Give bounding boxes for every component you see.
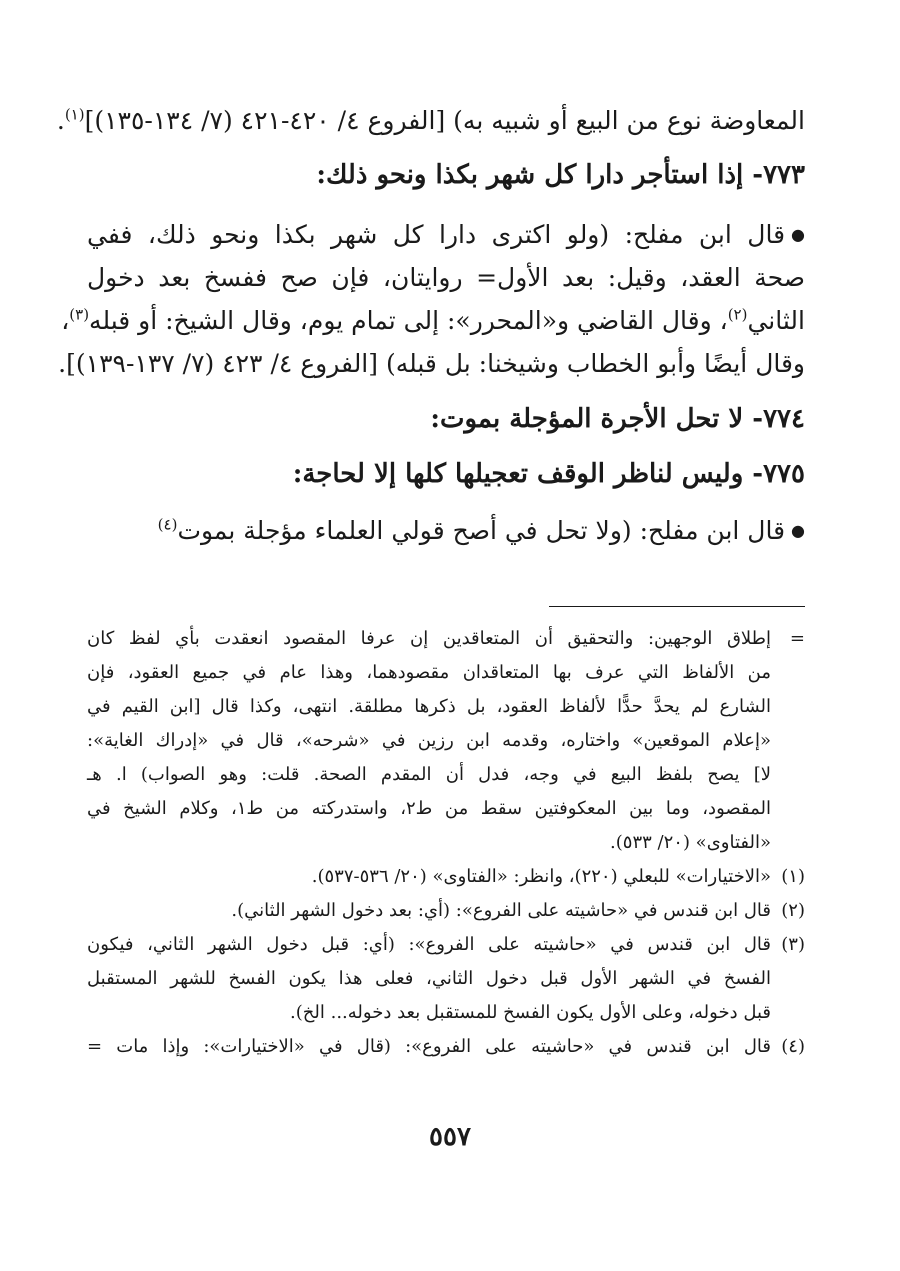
bullet-icon: ● [791,521,805,540]
footnote-continuation-line: =إطلاق الوجهين: والتحقيق أن المتعاقدين إن عرفا المقصود انعقدت بأي لفظ كان [87,622,805,656]
footnote-ref-4[interactable]: (٤) [157,515,178,534]
footnotes [87,622,805,1064]
footnote-1-number: (١) [781,866,805,887]
footnote-ref-3[interactable]: (٣) [69,305,90,324]
body-line-1: المعاوضة نوع من البيع أو شبيه به) [الفروع ٤/ ٤٢٠-٤٢١ (٧/ ١٣٤-١٣٥)]$^{(١)}$. [56,105,805,135]
footnote-2-number: (٢) [781,900,805,921]
footnote-3-line: الفسخ في الشهر الأول قبل دخول الثاني، فعلى هذا يكون الفسخ للشهر المستقبل [87,968,771,989]
bullet-icon: ● [791,225,805,244]
footnote-ref-1[interactable]: (١) [64,105,85,124]
footnote-3: (٣)قال ابن قندس في «حاشيته على الفروع»: (أي: قبل دخول الشهر الثاني، فيكون [87,928,805,962]
footnote-2: (٢)قال ابن قندس في «حاشيته على الفروع»: (أي: بعد دخول الشهر الثاني). [87,894,805,928]
footnote-3-line: قبل دخوله، وعلى الأول يكون الفسخ للمستقبل بعد دخوله... الخ). [290,1002,771,1023]
footnote-4: (٤)قال ابن قندس في «حاشيته على الفروع»: (قال في «الاختيارات»: وإذا مات = [87,1030,805,1064]
footnote-separator [549,606,805,607]
footnote-3-number: (٣) [781,934,805,955]
footnote-continuation-line: «إعلام الموقعين» واختاره، وقدمه ابن رزين في «شرحه»، قال في «إدراك الغاية»: [87,730,771,751]
continuation-mark: = [789,628,805,649]
footnote-4-number: (٤) [781,1036,805,1057]
footnote-continuation-line: من الألفاظ التي عرف بها المتعاقدان مقصودهما، وهذا عام في جميع العقود، فإن [87,662,771,683]
main-text [56,105,805,546]
paragraph-773-line-3: الثاني$^{(٢)}$، وقال القاضي و«المحرر»: إلى تمام يوم، وقال الشيخ: أو قبله$^{(٣)}$، [61,305,805,335]
paragraph-773-line-1: ●قال ابن مفلح: (ولو اكترى دارا كل شهر بكذا ونحو ذلك، ففي [87,220,805,249]
footnote-continuation-line: لا] يصح بلفظ البيع في وجه، فدل أن المقدم الصحة. قلت: وهو الصواب) ا. هـ [87,764,771,785]
paragraph-773-line-2: صحة العقد، وقيل: بعد الأول= روايتان، فإن صح ففسخ بعد دخول [87,263,805,292]
footnote-continuation-line: الشارع لم يحدَّ حدًّا لألفاظ العقود، بل ذكرها مطلقة. انتهى، وكذا قال [ابن القيم في [87,696,771,717]
footnote-continuation-line: «الفتاوى» (٢٠/ ٥٣٣). [610,832,771,853]
heading-773: ٧٧٣- إذا استأجر دارا كل شهر بكذا ونحو ذلك: [316,160,805,190]
heading-775: ٧٧٥- وليس لناظر الوقف تعجيلها كلها إلا لحاجة: [292,459,805,489]
page-number: ٥٥٧ [429,1122,471,1152]
heading-774: ٧٧٤- لا تحل الأجرة المؤجلة بموت: [430,404,805,434]
footnote-1: (١)«الاختيارات» للبعلي (٢٢٠)، وانظر: «الفتاوى» (٢٠/ ٥٣٦-٥٣٧). [87,860,805,894]
paragraph-773-line-4: وقال أيضًا وأبو الخطاب وشيخنا: بل قبله) [الفروع ٤/ ٤٢٣ (٧/ ١٣٧-١٣٩)]. [58,349,805,378]
footnote-continuation-line: المقصود، وما بين المعكوفتين سقط من ط٢، واستدركته من ط١، وكلام الشيخ في [87,798,771,819]
paragraph-775-line-1: ●قال ابن مفلح: (ولا تحل في أصح قولي العلماء مؤجلة بموت$^{(٤)}$ [157,515,805,545]
footnote-ref-2[interactable]: (٢) [727,305,748,324]
